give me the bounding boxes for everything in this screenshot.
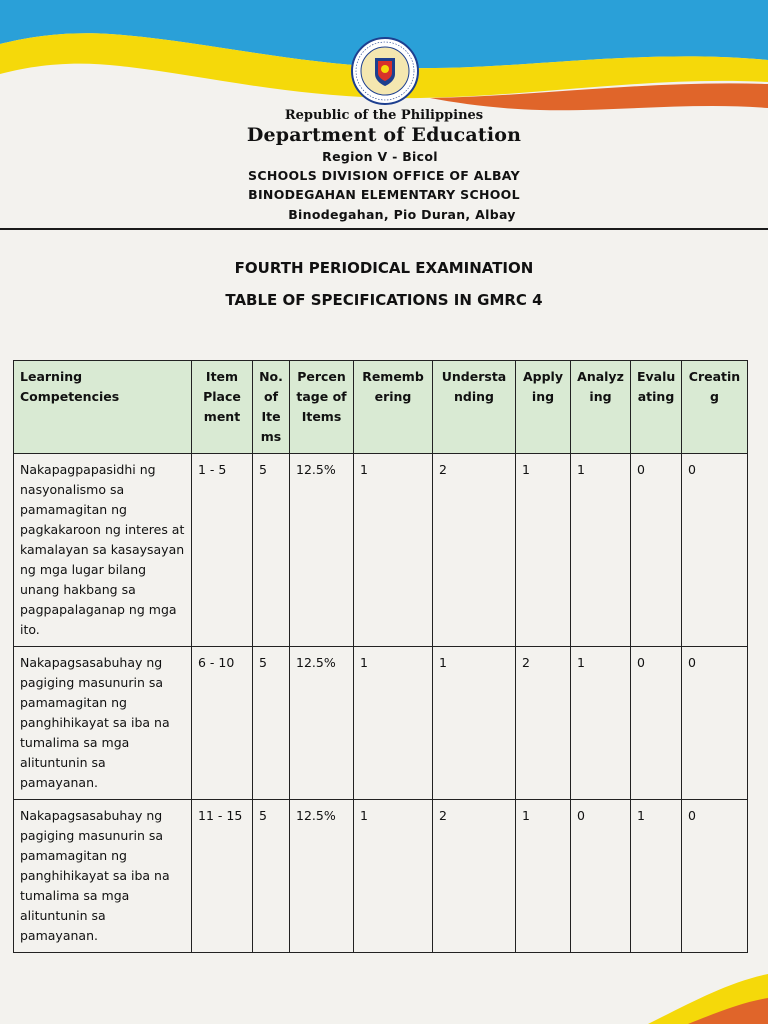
evaluating-cell: 1 — [631, 800, 682, 953]
republic-heading: Republic of the Philippines — [284, 108, 484, 123]
table-row — [14, 647, 748, 800]
creating-cell: 0 — [682, 800, 748, 953]
items-cell: 5 — [253, 647, 290, 800]
table-row — [14, 454, 748, 647]
header-creating: Creatin g — [682, 361, 748, 454]
tos-title: TABLE OF SPECIFICATIONS IN GMRC 4 — [225, 291, 543, 309]
applying-cell: 1 — [516, 454, 571, 647]
understanding-cell: 2 — [433, 454, 516, 647]
analyzing-cell: 1 — [571, 647, 631, 800]
analyzing-cell: 0 — [571, 800, 631, 953]
remembering-cell: 1 — [354, 454, 433, 647]
department-heading: Department of Education — [246, 124, 522, 146]
address-line: Binodegahan, Pio Duran, Albay — [288, 207, 516, 222]
region-line: Region V - Bicol — [322, 149, 438, 164]
understanding-cell: 2 — [433, 800, 516, 953]
header-learning-competencies: Learning Competencies — [14, 361, 192, 454]
placement-cell: 1 - 5 — [192, 454, 253, 647]
header-applying: Apply ing — [516, 361, 571, 454]
percentage-cell: 12.5% — [290, 800, 354, 953]
percentage-cell: 12.5% — [290, 454, 354, 647]
items-cell: 5 — [253, 454, 290, 647]
placement-cell: 11 - 15 — [192, 800, 253, 953]
creating-cell: 0 — [682, 454, 748, 647]
division-line: SCHOOLS DIVISION OFFICE OF ALBAY — [248, 168, 520, 183]
header-analyzing: Analyz ing — [571, 361, 631, 454]
competency-cell: Nakapagsasabuhay ng pagiging masunurin sa pamamagitan ng panghihikayat sa iba na tumalima sa mga alituntunin sa pamayanan. — [14, 647, 192, 800]
table-row — [14, 800, 748, 953]
remembering-cell: 1 — [354, 800, 433, 953]
header-understanding: Understa nding — [433, 361, 516, 454]
applying-cell: 2 — [516, 647, 571, 800]
header-percentage: Percen tage of Items — [290, 361, 354, 454]
table-header-row — [14, 361, 748, 454]
evaluating-cell: 0 — [631, 647, 682, 800]
header-divider — [0, 228, 768, 230]
specifications-table — [13, 360, 748, 953]
understanding-cell: 1 — [433, 647, 516, 800]
exam-title: FOURTH PERIODICAL EXAMINATION — [234, 259, 534, 277]
header-item-placement: Item Place ment — [192, 361, 253, 454]
competency-cell: Nakapagsasabuhay ng pagiging masunurin sa pamamagitan ng panghihikayat sa iba na tumalima sa mga alituntunin sa pamayanan. — [14, 800, 192, 953]
footer-wave-art — [648, 964, 768, 1024]
deped-seal-icon — [350, 36, 420, 106]
applying-cell: 1 — [516, 800, 571, 953]
percentage-cell: 12.5% — [290, 647, 354, 800]
header-remembering: Rememb ering — [354, 361, 433, 454]
placement-cell: 6 - 10 — [192, 647, 253, 800]
header-evaluating: Evalu ating — [631, 361, 682, 454]
analyzing-cell: 1 — [571, 454, 631, 647]
remembering-cell: 1 — [354, 647, 433, 800]
evaluating-cell: 0 — [631, 454, 682, 647]
school-line: BINODEGAHAN ELEMENTARY SCHOOL — [248, 187, 520, 202]
header-no-of-items: No. of Ite ms — [253, 361, 290, 454]
creating-cell: 0 — [682, 647, 748, 800]
items-cell: 5 — [253, 800, 290, 953]
competency-cell: Nakapagpapasidhi ng nasyonalismo sa pamamagitan ng pagkakaroon ng interes at kamalayan sa kasaysayan ng mga lugar bilang unang hakbang sa pagpapalaganap ng mga ito. — [14, 454, 192, 647]
